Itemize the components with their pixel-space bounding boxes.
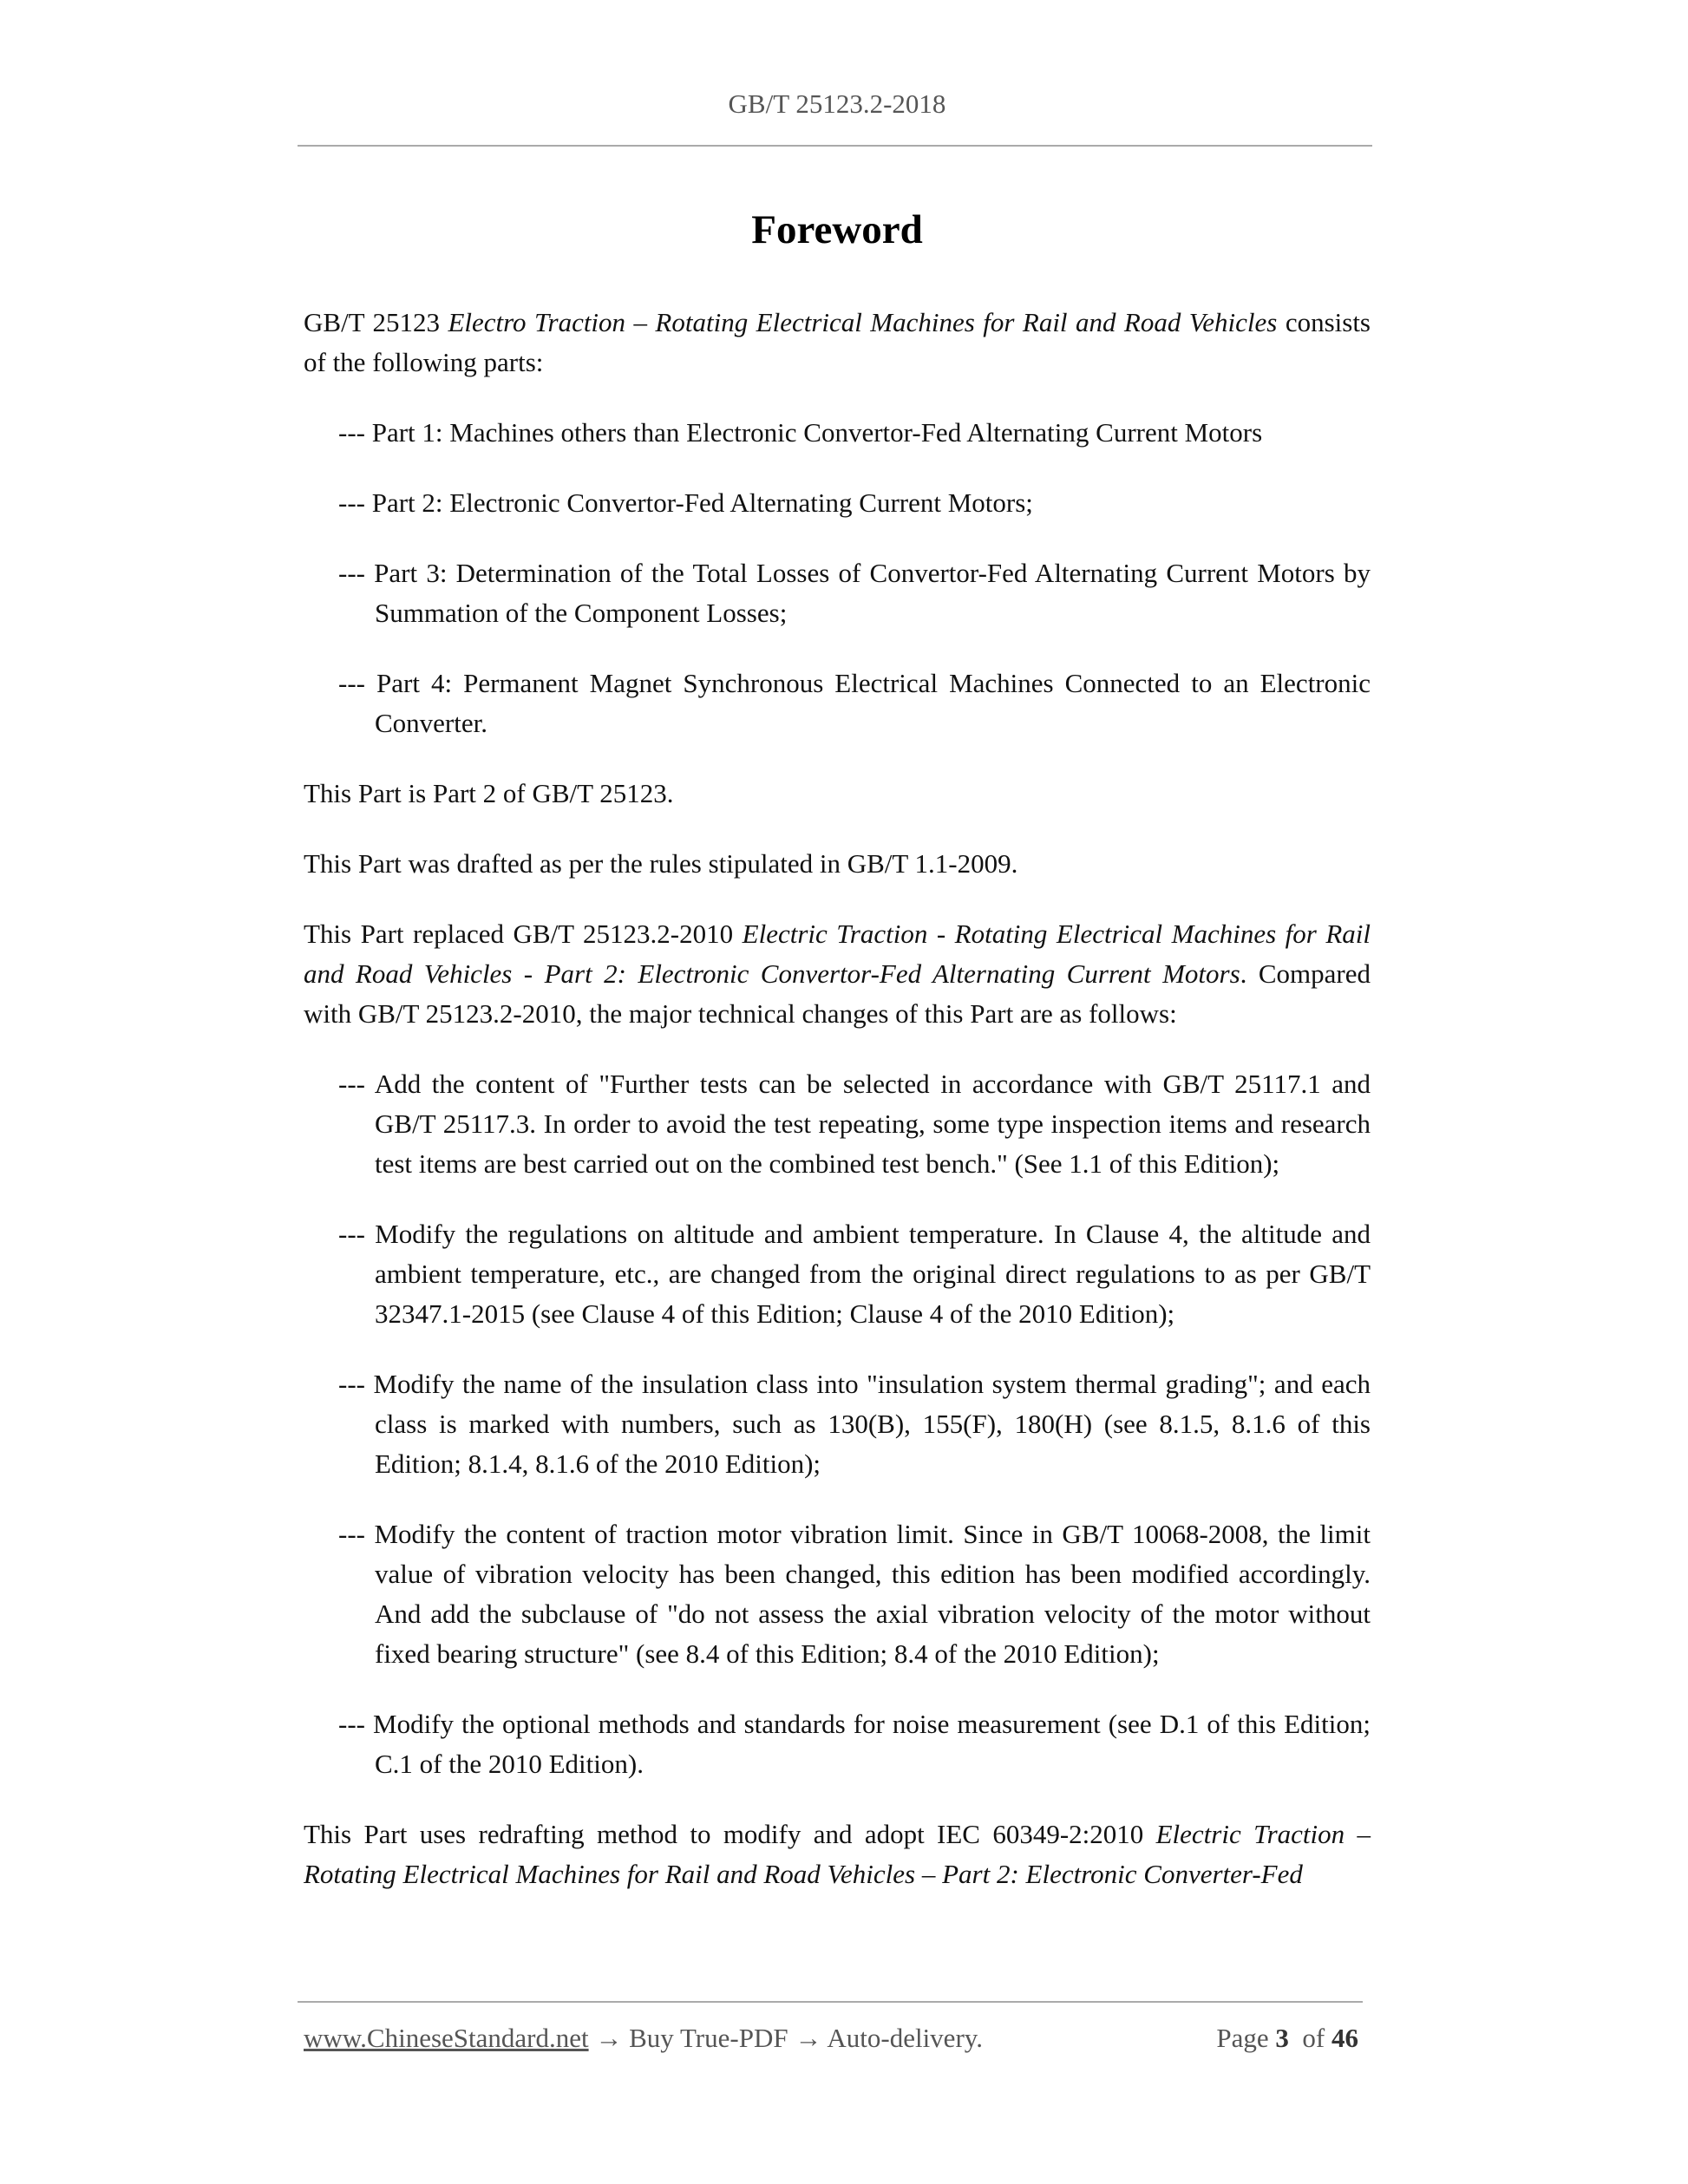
text: This Part replaced GB/T 25123.2-2010 [304,919,743,949]
text: GB/T 25123 [304,307,448,337]
footer-left [304,2023,983,2054]
document-body [304,303,1371,1925]
change-item: --- Modify the optional methods and standards for noise measurement (see D.1 of this Edition; C.1 of the 2010 Edition). [338,1709,1371,1779]
page-number [1216,2023,1358,2054]
page-title: Foreword [751,207,923,252]
current-page: 3 [1275,2023,1289,2053]
intro-paragraph [304,303,1371,383]
footer-tagline: → Buy True-PDF → Auto-delivery. [588,2023,983,2053]
total-pages: 46 [1331,2023,1358,2053]
text: . Compared with GB/T 25123.2-2010, the major technical changes of this Part are as follows: [304,958,1371,1029]
text: This Part uses redrafting method to modify and adopt IEC 60349-2:2010 [304,1819,1156,1849]
replaced-paragraph [304,914,1371,1034]
italic-title: Electric Traction – Rotating Electrical Machines for Rail and Road Vehicles – Part 2: Electronic Converter-Fed [304,1819,1371,1889]
part-item: --- Part 4: Permanent Magnet Synchronous Electrical Machines Connected to an Electronic Converter. [338,668,1371,738]
italic-title: Electro Traction – Rotating Electrical Machines for Rail and Road Vehicles [448,307,1278,337]
page-label: Page [1216,2023,1269,2053]
of-label: of [1302,2023,1325,2053]
header-divider [298,145,1372,147]
footer-divider [298,2001,1363,2003]
change-item: --- Modify the regulations on altitude and ambient temperature. In Clause 4, the altitude and ambient temperature, etc., are changed from the original direct regulations to as per GB/T 32347.1-2015 (see Clause 4 of this Edition; Clause 4 of the 2010 Edition); [338,1219,1371,1329]
change-item: --- Modify the name of the insulation class into "insulation system thermal grading"; and each class is marked with numbers, such as 130(B), 155(F), 180(H) (see 8.1.5, 8.1.6 of this Edition; 8.1.4, 8.1.6 of the 2010 Edition); [338,1369,1371,1479]
change-item: --- Add the content of "Further tests can be selected in accordance with GB/T 25117.1 and GB/T 25117.3. In order to avoid the test repeating, some type inspection items and research test items are best carried out on the combined test bench." (See 1.1 of this Edition); [338,1069,1371,1179]
part-item: --- Part 1: Machines others than Electronic Convertor-Fed Alternating Current Motors [338,417,1263,448]
part-item: --- Part 2: Electronic Convertor-Fed Alternating Current Motors; [338,487,1033,518]
part-statement: This Part is Part 2 of GB/T 25123. [304,778,674,808]
drafted-statement: This Part was drafted as per the rules stipulated in GB/T 1.1-2009. [304,848,1018,879]
part-item: --- Part 3: Determination of the Total Losses of Convertor-Fed Alternating Current Motors by Summation of the Component Losses; [338,558,1371,628]
text: consists of the following parts: [304,307,1371,377]
document-id-header: GB/T 25123.2-2018 [728,88,946,119]
page-footer [304,2023,1358,2054]
website-link[interactable]: www.ChineseStandard.net [304,2023,589,2053]
adoption-paragraph [304,1815,1371,1894]
change-item: --- Modify the content of traction motor vibration limit. Since in GB/T 10068-2008, the limit value of vibration velocity has been changed, this edition has been modified accordingly. And add the subclause of "do not assess the axial vibration velocity of the motor without fixed bearing structure" (see 8.4 of this Edition; 8.4 of the 2010 Edition); [338,1519,1371,1669]
italic-title: Electric Traction - Rotating Electrical Machines for Rail and Road Vehicles - Part 2: Electronic Convertor-Fed Alternating Current Motors [304,919,1371,989]
